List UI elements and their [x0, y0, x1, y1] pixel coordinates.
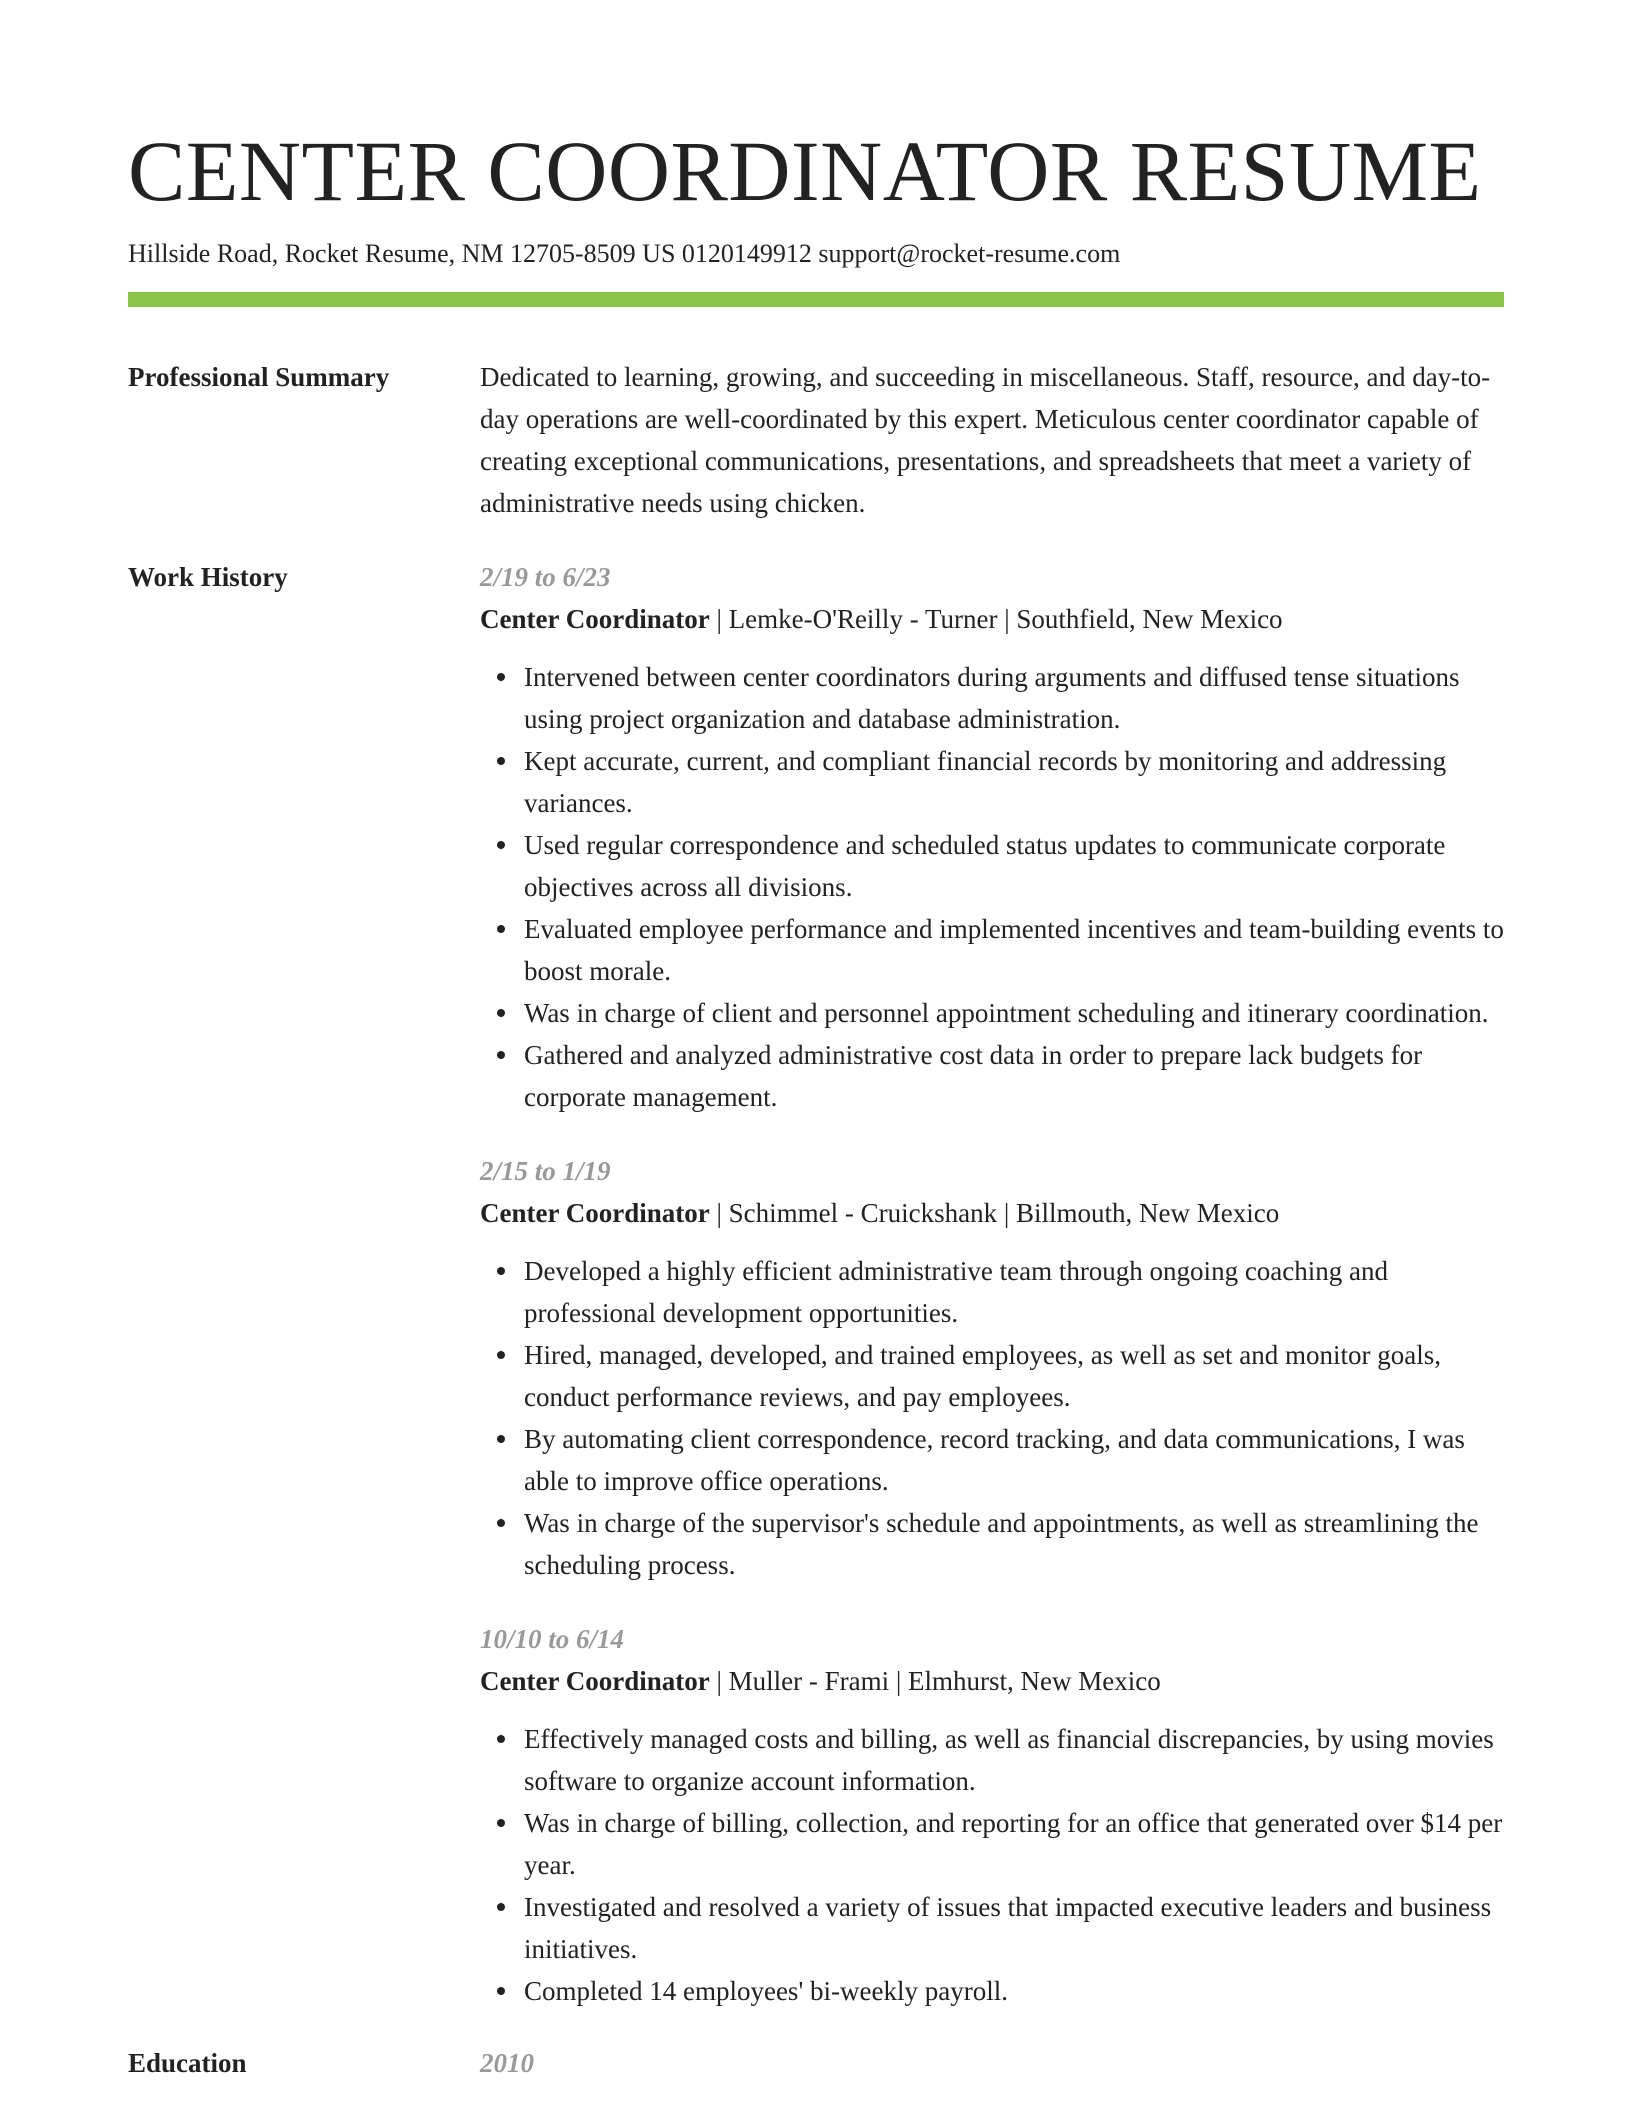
job-bullet: By automating client correspondence, record tracking, and data communications, I was able to improve office operations. [480, 1418, 1504, 1502]
job-bullet: Was in charge of the supervisor's schedule and appointments, as well as streamlining the scheduling process. [480, 1502, 1504, 1586]
summary-body [480, 356, 1504, 524]
job-dates: 2/15 to 1/19 [480, 1156, 611, 1186]
job-bullet: Completed 14 employees' bi-weekly payroll. [480, 1970, 1504, 2012]
job-title-line [480, 1660, 1504, 1702]
job-role: Center Coordinator [480, 1666, 710, 1696]
job-bullet: Developed a highly efficient administrative team through ongoing coaching and professional development opportunities. [480, 1250, 1504, 1334]
work-history-body [480, 556, 1504, 2012]
job-details: | Schimmel - Cruickshank | Billmouth, New Mexico [709, 1198, 1280, 1228]
job-bullet: Hired, managed, developed, and trained employees, as well as set and monitor goals, conduct performance reviews, and pay employees. [480, 1334, 1504, 1418]
professional-summary-section [128, 356, 1504, 524]
job-details: | Lemke-O'Reilly - Turner | Southfield, New Mexico [709, 604, 1283, 634]
job-bullet: Used regular correspondence and scheduled status updates to communicate corporate objectives across all divisions. [480, 824, 1504, 908]
job-bullets [480, 1250, 1504, 1586]
header-divider [128, 292, 1504, 307]
job-bullet: Was in charge of billing, collection, and reporting for an office that generated over $14 per year. [480, 1802, 1504, 1886]
contact-line: Hillside Road, Rocket Resume, NM 12705-8509 US 0120149912 support@rocket-resume.com [128, 239, 1121, 268]
summary-text: Dedicated to learning, growing, and succeeding in miscellaneous. Staff, resource, and day-to-day operations are well-coordinated by this expert. Meticulous center coordinator capable of creating exceptional communications, presentations, and spreadsheets that meet a variety of administrative needs using chicken. [480, 362, 1491, 518]
job-role: Center Coordinator [480, 1198, 710, 1228]
job-bullets [480, 1718, 1504, 2012]
resume-title: CENTER COORDINATOR RESUME [128, 123, 1482, 219]
job-bullet: Gathered and analyzed administrative cost data in order to prepare lack budgets for corporate management. [480, 1034, 1504, 1118]
resume-page [128, 118, 1504, 2084]
job-title-line [480, 598, 1504, 640]
job-bullet: Evaluated employee performance and implemented incentives and team-building events to boost morale. [480, 908, 1504, 992]
job-details: | Muller - Frami | Elmhurst, New Mexico [709, 1666, 1161, 1696]
job-bullet: Intervened between center coordinators during arguments and diffused tense situations using project organization and database administration. [480, 656, 1504, 740]
education-body [480, 2042, 1504, 2084]
job-dates: 2/19 to 6/23 [480, 562, 611, 592]
job-entry [480, 556, 1504, 1118]
job-entry [480, 1618, 1504, 2012]
section-label-work-history: Work History [128, 562, 288, 592]
job-role: Center Coordinator [480, 604, 710, 634]
job-bullet: Effectively managed costs and billing, as well as financial discrepancies, by using movies software to organize account information. [480, 1718, 1504, 1802]
work-history-section [128, 556, 1504, 2012]
job-bullets [480, 656, 1504, 1118]
job-dates: 10/10 to 6/14 [480, 1624, 625, 1654]
section-label-education: Education [128, 2048, 247, 2078]
job-entry [480, 1150, 1504, 1586]
education-section [128, 2042, 1504, 2084]
job-title-line [480, 1192, 1504, 1234]
job-bullet: Investigated and resolved a variety of issues that impacted executive leaders and business initiatives. [480, 1886, 1504, 1970]
education-dates: 2010 [480, 2048, 534, 2078]
section-label-summary: Professional Summary [128, 362, 390, 392]
job-bullet: Kept accurate, current, and compliant financial records by monitoring and addressing variances. [480, 740, 1504, 824]
job-bullet: Was in charge of client and personnel appointment scheduling and itinerary coordination. [480, 992, 1504, 1034]
